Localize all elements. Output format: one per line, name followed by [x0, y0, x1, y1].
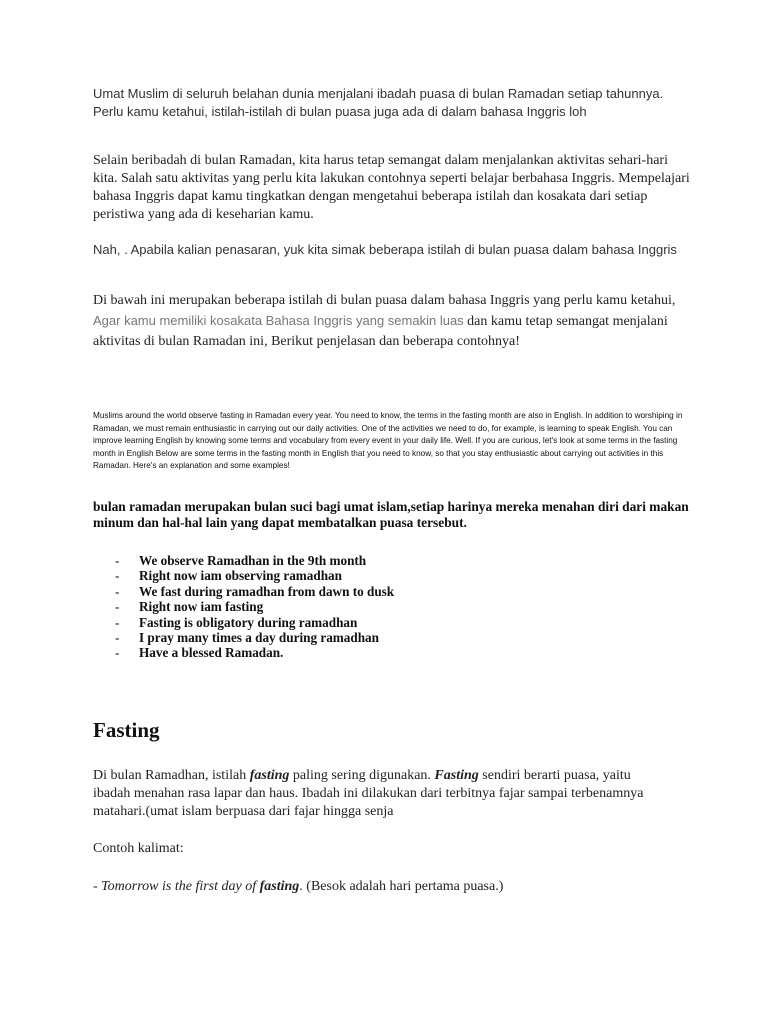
terms-intro-text: Di bawah ini merupakan beberapa istilah di bulan puasa dalam bahasa Inggris yang perlu kamu ketahui,	[93, 293, 676, 308]
term-fasting-capital: Fasting	[434, 768, 479, 783]
example-label: Contoh kalimat:	[93, 841, 184, 856]
list-item: - Right now iam fasting	[115, 599, 264, 615]
paragraph-terms-intro	[93, 291, 693, 352]
list-item: - We fast during ramadhan from dawn to dusk	[115, 583, 395, 599]
list-item: - We observe Ramadhan in the 9th month	[115, 553, 367, 568]
list-item: - I pray many times a day during ramadhan	[115, 630, 379, 646]
section-heading-fasting: Fasting	[93, 718, 160, 742]
paragraph-activities: Selain beribadah di bulan Ramadan, kita harus tetap semangat dalam menjalankan aktivitas sehari-hari kita. Salah satu aktivitas yang perlu kita lakukan contohnya seperti belajar berbahasa Inggris. Mempelajari bahasa Inggris dapat kamu tingkatkan dengan mengetahui beberapa istilah dan kosakata dari setiap peristiwa yang ada di keseharian kamu.	[93, 153, 690, 222]
english-translation-paragraph: Muslims around the world observe fasting in Ramadan every year. You need to know, the terms in the fasting month are also in English. In addition to worshiping in Ramadan, we must remain enthusiastic in carrying out our daily activities. One of the activities we need to do, for example, is learning to speak English. You can improve learning English by knowing some terms and vocabulary from every event in your daily life. Well. If you are curious, let's look at some terms in the fasting month in English Below are some terms in the fasting month in English that you need to know, so that you stay enthusiastic about carrying out activities in this Ramadan. Here's an explanation and some examples!	[93, 411, 683, 471]
list-item: - Fasting is obligatory during ramadhan	[115, 614, 358, 630]
list-item: - Have a blessed Ramadan.	[115, 645, 284, 661]
list-item: - Right now iam observing ramadhan	[115, 568, 342, 584]
term-fasting: fasting	[249, 768, 290, 783]
fasting-paragraph: Di bulan Ramadhan, istilah fasting paling sering digunakan. Fasting sendiri berarti puasa, yaitu ibadah menahan rasa lapar dan haus. Ibadah ini dilakukan dari terbitnya fajar sampai terbenamnya matahari.(umat islam berpuasa dari fajar hingga senja	[93, 768, 644, 819]
terms-intro-after: dan kamu tetap semangat menjalani aktivitas di bulan Ramadan ini, Berikut penjelasan dan beberapa contohnya!	[93, 314, 668, 349]
example-list	[115, 553, 394, 661]
ramadan-description: bulan ramadan merupakan bulan suci bagi umat islam,setiap harinya mereka menahan diri dari makan minum dan hal-hal lain yang dapat membatalkan puasa tersebut.	[93, 499, 689, 530]
paragraph-curious: Nah, . Apabila kalian penasaran, yuk kita simak beberapa istilah di bulan puasa dalam bahasa Inggris	[93, 242, 677, 257]
intro-paragraph: Umat Muslim di seluruh belahan dunia menjalani ibadah puasa di bulan Ramadan setiap tahunnya. Perlu kamu ketahui, istilah-istilah di bulan puasa juga ada di dalam bahasa Inggris loh	[93, 86, 664, 119]
example-sentence: - Tomorrow is the first day of fasting. (Besok adalah hari pertama puasa.)	[93, 879, 504, 894]
terms-intro-highlight: Agar kamu memiliki kosakata Bahasa Inggris yang semakin luas	[93, 313, 464, 328]
